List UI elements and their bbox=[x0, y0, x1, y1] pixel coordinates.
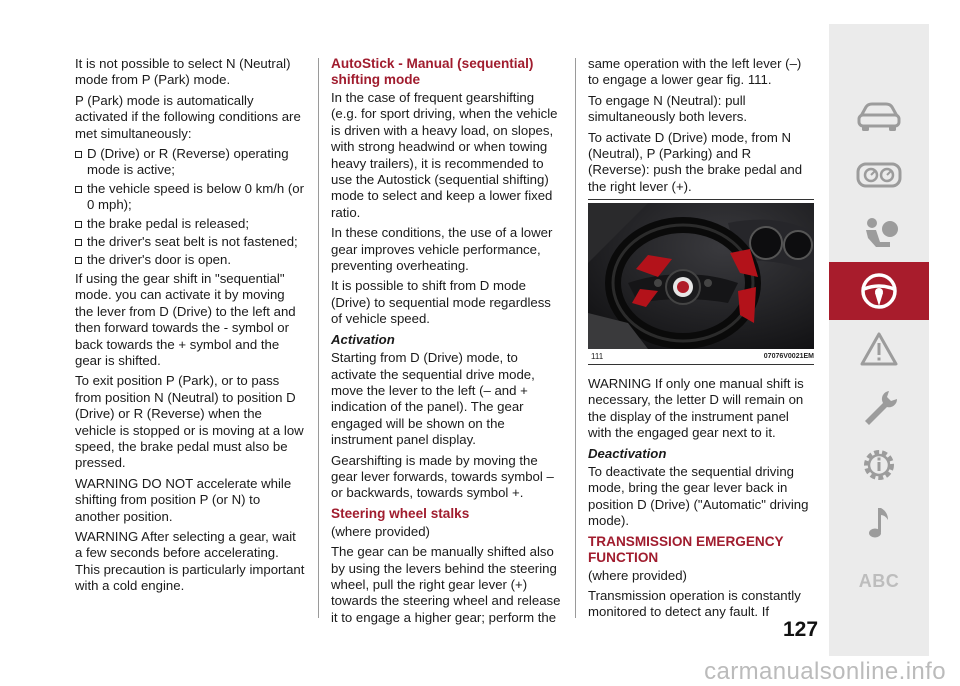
warning-triangle-icon bbox=[859, 331, 899, 367]
paragraph: P (Park) mode is automatically activated if the following conditions are met simultaneously: bbox=[75, 92, 301, 141]
sidebar-item-technical-data[interactable] bbox=[829, 436, 929, 494]
watermark: carmanualsonline.info bbox=[704, 658, 946, 685]
paragraph: In these conditions, the use of a lower gear improves vehicle performance, preventing overheating. bbox=[331, 225, 553, 274]
figure-number: 111 bbox=[591, 352, 604, 361]
paragraph: If using the gear shift in "sequential" mode. you can activate it by moving the lever from D (Drive) to the left and then forward towards the - symbol or back towards the + symbol and the gear is shifted. bbox=[75, 270, 296, 368]
column-divider bbox=[575, 58, 576, 618]
bullet-item: the vehicle speed is below 0 km/h (or 0 mph); bbox=[75, 181, 305, 214]
column-divider bbox=[318, 58, 319, 618]
paragraph: WARNING After selecting a gear, wait a few seconds before accelerating. This precaution is particularly important with a cold engine. bbox=[75, 528, 305, 594]
sidebar-item-starting-driving[interactable] bbox=[829, 262, 929, 320]
bullet-item: the driver's door is open. bbox=[75, 252, 305, 268]
sidebar-item-index[interactable] bbox=[829, 552, 929, 610]
sidebar-item-safety[interactable] bbox=[829, 204, 929, 262]
sidebar-item-multimedia[interactable] bbox=[829, 494, 929, 552]
section-heading: Steering wheel stalks bbox=[331, 505, 470, 521]
technical-data-gear-icon bbox=[858, 444, 900, 486]
paragraph: To engage N (Neutral): pull simultaneously both levers. bbox=[588, 92, 748, 125]
paragraph: It is possible to shift from D mode (Drive) to sequential mode regardless of vehicle speed. bbox=[331, 278, 551, 327]
sidebar-item-car[interactable] bbox=[829, 88, 929, 146]
paragraph: Starting from D (Drive) mode, to activate the sequential drive mode, move the lever to the left (– and + indication of the panel). The gear engaged will be shown on the instrument panel display. bbox=[331, 350, 535, 448]
paragraph: To exit position P (Park), or to pass from position N (Neutral) to position D (Drive) or R (Reverse) when the vehicle is stopped or is moving at a low speed, the brake pedal must also be pressed. bbox=[75, 373, 304, 471]
index-abc-label: ABC bbox=[858, 570, 900, 591]
airbag-icon bbox=[856, 216, 902, 250]
paragraph: The gear can be manually shifted also by using the levers behind the steering wheel, pull the right gear lever (+) towards the steering wheel and release it to engage a higher gear; perform the bbox=[331, 544, 561, 625]
sidebar-item-warnings[interactable] bbox=[829, 320, 929, 378]
paragraph: Transmission operation is constantly monitored to detect any fault. If bbox=[588, 588, 801, 620]
text-column-2 bbox=[331, 56, 563, 630]
subsection-heading: Deactivation bbox=[588, 445, 667, 461]
section-heading: TRANSMISSION EMERGENCY FUNCTION bbox=[588, 533, 784, 565]
bullet-item: D (Drive) or R (Reverse) operating mode is active; bbox=[75, 146, 305, 179]
figure-top-rule bbox=[588, 199, 814, 200]
subsection-heading: Activation bbox=[331, 331, 395, 347]
figure-111 bbox=[588, 199, 814, 365]
column-3-top-text bbox=[588, 56, 814, 195]
steering-wheel-illustration bbox=[588, 203, 814, 349]
paragraph: To deactivate the sequential driving mode, bring the gear lever back in position D (Drive) ("Automatic" driving mode). bbox=[588, 464, 809, 529]
paragraph: To activate D (Drive) mode, from N (Neutral), P (Parking) and R (Reverse): push the brake pedal and the right lever (+). bbox=[588, 129, 803, 194]
page-number: 127 bbox=[783, 618, 819, 641]
instrument-cluster-icon bbox=[856, 160, 902, 190]
music-note-icon bbox=[864, 504, 894, 542]
paragraph: Gearshifting is made by moving the gear lever forwards, towards symbol – or backwards, towards symbol +. bbox=[331, 452, 554, 501]
steering-wheel-icon bbox=[859, 271, 899, 311]
figure-code: 07076V0021EM bbox=[763, 353, 814, 360]
sidebar-item-maintenance[interactable] bbox=[829, 378, 929, 436]
sidebar-item-dashboard[interactable] bbox=[829, 146, 929, 204]
bullet-item: the driver's seat belt is not fastened; bbox=[75, 234, 305, 250]
paragraph: It is not possible to select N (Neutral) mode from P (Park) mode. bbox=[75, 56, 291, 88]
section-heading: AutoStick - Manual (sequential) shifting mode bbox=[331, 56, 534, 87]
paragraph: (where provided) bbox=[331, 523, 430, 539]
chapter-sidebar bbox=[829, 24, 929, 656]
figure-caption-row bbox=[588, 350, 814, 364]
column-3-bottom-text bbox=[588, 376, 814, 625]
bullet-item: the brake pedal is released; bbox=[75, 216, 305, 232]
paragraph: WARNING DO NOT accelerate while shifting from position P (or N) to another position. bbox=[75, 475, 292, 524]
paragraph: same operation with the left lever (–) to engage a lower gear fig. 111. bbox=[588, 56, 802, 88]
car-icon bbox=[856, 102, 902, 132]
steering-wheel-paddles-photo bbox=[588, 203, 814, 349]
paragraph: WARNING If only one manual shift is necessary, the letter D will remain on the display of the instrument panel with the engaged gear next to it. bbox=[588, 376, 804, 441]
text-column-1 bbox=[75, 56, 305, 599]
paragraph: (where provided) bbox=[588, 567, 687, 583]
figure-bottom-rule bbox=[588, 364, 814, 365]
paragraph: In the case of frequent gearshifting (e.g. for sport driving, when the vehicle is driven with a heavy load, on slopes, with strong headwind or when towing heavy trailers), it is recommended to use the Autostick (sequential shifting) mode to select and keep a lower fixed ratio. bbox=[331, 90, 558, 220]
wrench-icon bbox=[859, 387, 899, 427]
text-column-3 bbox=[588, 56, 814, 199]
